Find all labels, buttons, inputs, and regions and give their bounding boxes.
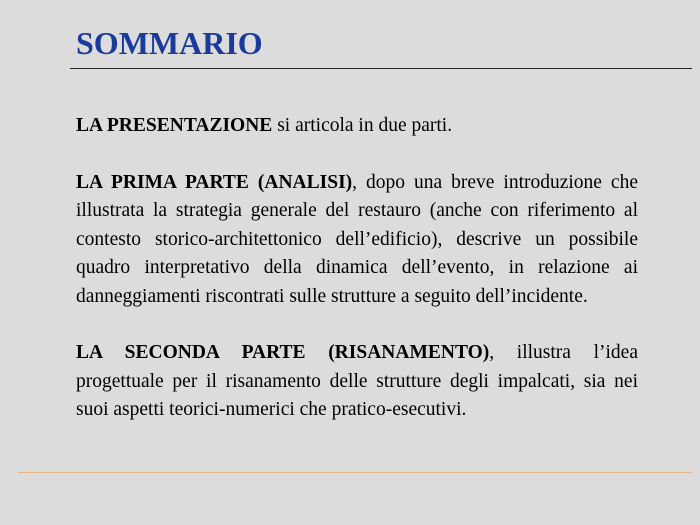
paragraph-lead: LA PRIMA PARTE (ANALISI): [76, 171, 353, 193]
paragraph-text: , illustra l’idea progettuale per il risanamento delle strutture degli impalcati, sia nei suoi aspetti teorici-numerici che pratico-esecutivi.: [76, 342, 638, 420]
paragraph-text: si articola in due parti.: [272, 115, 453, 136]
title-divider: [70, 68, 692, 69]
footer-divider: [18, 472, 692, 473]
paragraph-seconda-parte: [76, 339, 638, 425]
paragraph-text: , dopo una breve introduzione che illustrata la strategia generale del restauro (anche con riferimento al contesto storico-architettonico dell’edificio), descrive un possibile quadro interpretativo della dinamica dell’evento, in relazione ai danneggiamenti riscontrati sulle strutture a seguito dell’incidente.: [76, 171, 638, 307]
paragraph-prima-parte: [76, 169, 638, 312]
paragraph-lead: LA SECONDA PARTE (RISANAMENTO): [76, 342, 490, 363]
paragraph-presentazione: [76, 112, 638, 141]
paragraph-lead: LA PRESENTAZIONE: [76, 115, 273, 136]
slide-title: SOMMARIO: [76, 25, 263, 61]
slide-body: [76, 112, 638, 425]
